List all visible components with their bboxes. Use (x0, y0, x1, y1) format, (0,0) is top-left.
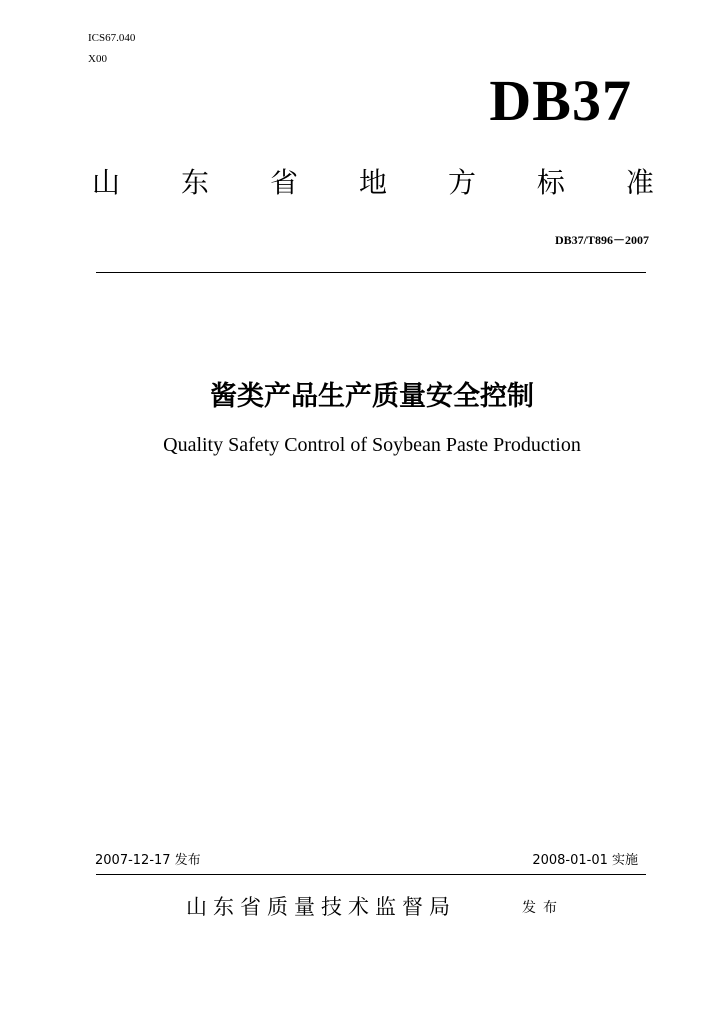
implementation-date: 2008-01-01 实施 (532, 853, 638, 868)
document-title-chinese: 酱类产品生产质量安全控制 (210, 381, 534, 412)
standard-type-char: 标 (536, 166, 565, 199)
publish-label: 发布 (522, 900, 564, 916)
standard-type-char: 地 (358, 166, 387, 199)
standard-number: DB37/T896－2007 (554, 233, 649, 247)
standard-type-char: 方 (447, 166, 476, 199)
footer-divider (96, 874, 646, 875)
standard-type-char: 山 (92, 166, 121, 199)
category-code: X00 (88, 53, 107, 65)
issue-date: 2007-12-17 发布 (95, 853, 201, 868)
standard-type-char: 东 (180, 166, 209, 199)
header-divider (96, 272, 646, 273)
ics-code: ICS67.040 (88, 32, 136, 44)
document-title-english: Quality Safety Control of Soybean Paste Production (163, 434, 581, 456)
db-code-mark: DB37 (489, 68, 632, 133)
standard-type-char: 省 (269, 166, 298, 199)
issuing-authority: 山东省质量技术监督局 (186, 895, 456, 919)
standard-type-char: 准 (625, 166, 654, 199)
standard-type-heading (92, 168, 654, 199)
